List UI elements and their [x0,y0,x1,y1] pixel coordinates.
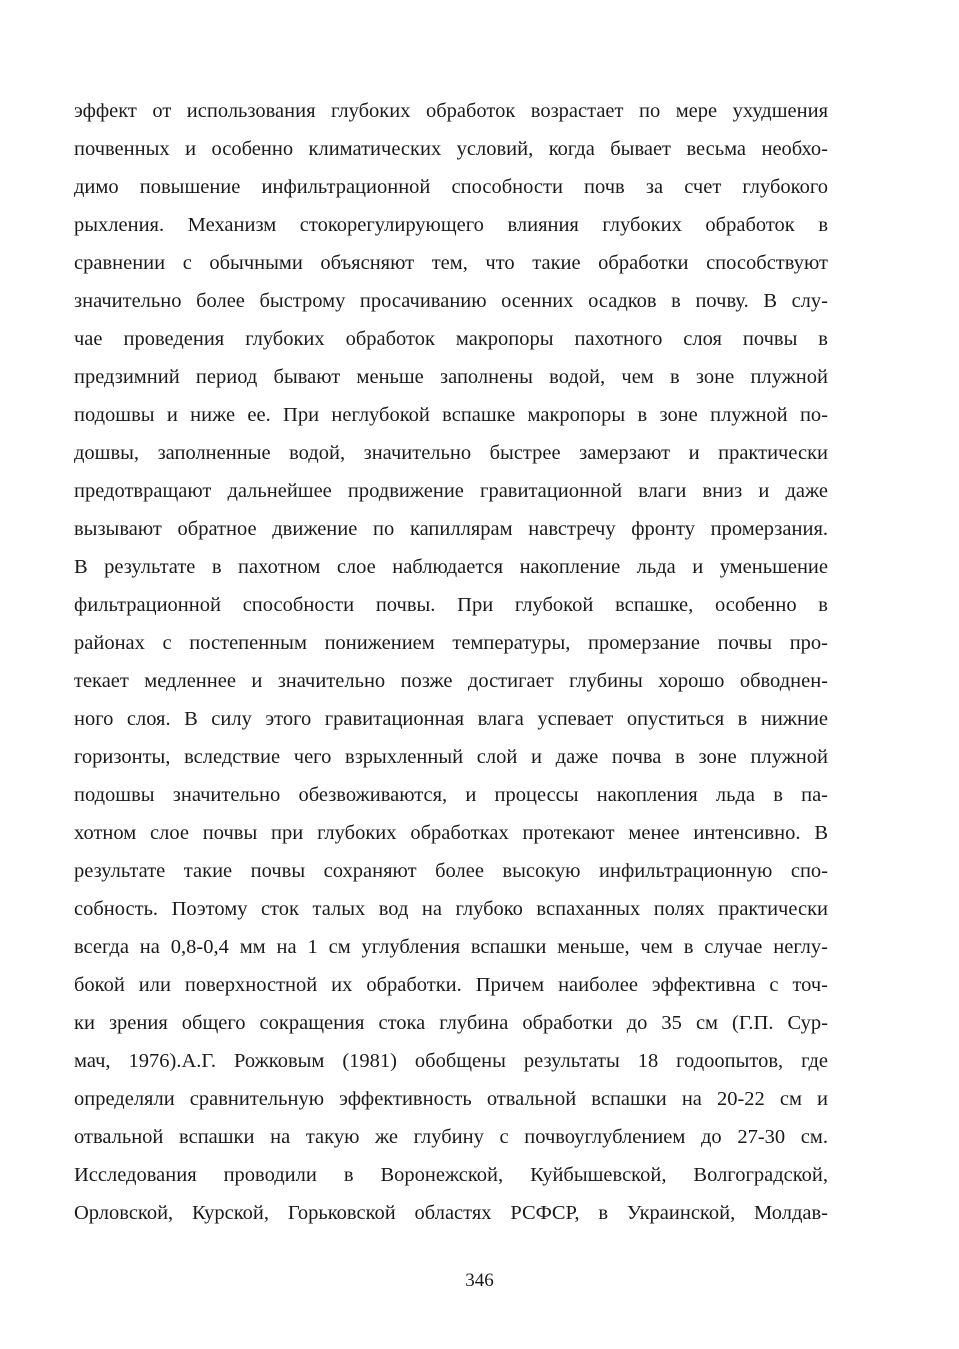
text-line: ного слоя. В силу этого гравитационная влага успевает опуститься в нижние [74,708,828,730]
text-line: подошвы значительно обезвоживаются, и процессы накопления льда в па- [74,784,828,806]
text-line: собность. Поэтому сток талых вод на глубоко вспаханных полях практически [74,898,828,920]
text-line: хотном слое почвы при глубоких обработках протекают менее интенсивно. В [74,822,828,844]
text-line: результате такие почвы сохраняют более высокую инфильтрационную спо- [74,860,828,882]
text-line: горизонты, вследствие чего взрыхленный слой и даже почва в зоне плужной [74,746,828,768]
text-line: Орловской, Курской, Горьковской областях РСФСР, в Украинской, Молдав- [74,1202,828,1224]
text-line: всегда на 0,8-0,4 мм на 1 см углубления вспашки меньше, чем в случае неглу- [74,936,828,958]
body-text [74,92,828,1232]
text-line: рыхления. Механизм стокорегулирующего влияния глубоких обработок в [74,214,828,236]
text-line: В результате в пахотном слое наблюдается накопление льда и уменьшение [74,556,828,578]
text-line: дошвы, заполненные водой, значительно быстрее замерзают и практически [74,442,828,464]
text-line: бокой или поверхностной их обработки. Причем наиболее эффективна с точ- [74,974,828,996]
text-line: чае проведения глубоких обработок макропоры пахотного слоя почвы в [74,328,828,350]
text-line: эффект от использования глубоких обработок возрастает по мере ухудшения [74,100,828,122]
text-line: районах с постепенным понижением температуры, промерзание почвы про- [74,632,828,654]
text-line: мач, 1976).А.Г. Рожковым (1981) обобщены результаты 18 годоопытов, где [74,1050,828,1072]
text-line: фильтрационной способности почвы. При глубокой вспашке, особенно в [74,594,828,616]
text-line: почвенных и особенно климатических условий, когда бывает весьма необхо- [74,138,828,160]
text-line: предзимний период бывают меньше заполнены водой, чем в зоне плужной [74,366,828,388]
page-number: 346 [465,1270,494,1291]
text-line: вызывают обратное движение по капиллярам навстречу фронту промерзания. [74,518,828,540]
text-line: определяли сравнительную эффективность отвальной вспашки на 20-22 см и [74,1088,828,1110]
text-line: ки зрения общего сокращения стока глубина обработки до 35 см (Г.П. Сур- [74,1012,828,1034]
text-line: значительно более быстрому просачиванию осенних осадков в почву. В слу- [74,290,828,312]
text-line: текает медленнее и значительно позже достигает глубины хорошо обводнен- [74,670,828,692]
text-line: сравнении с обычными объясняют тем, что такие обработки способствуют [74,252,828,274]
text-line: димо повышение инфильтрационной способности почв за счет глубокого [74,176,828,198]
text-line: предотвращают дальнейшее продвижение гравитационной влаги вниз и даже [74,480,828,502]
text-line: отвальной вспашки на такую же глубину с почвоуглублением до 27-30 см. [74,1126,828,1148]
text-line: подошвы и ниже ее. При неглубокой вспашке макропоры в зоне плужной по- [74,404,828,426]
text-line: Исследования проводили в Воронежской, Куйбышевской, Волгоградской, [74,1164,828,1186]
